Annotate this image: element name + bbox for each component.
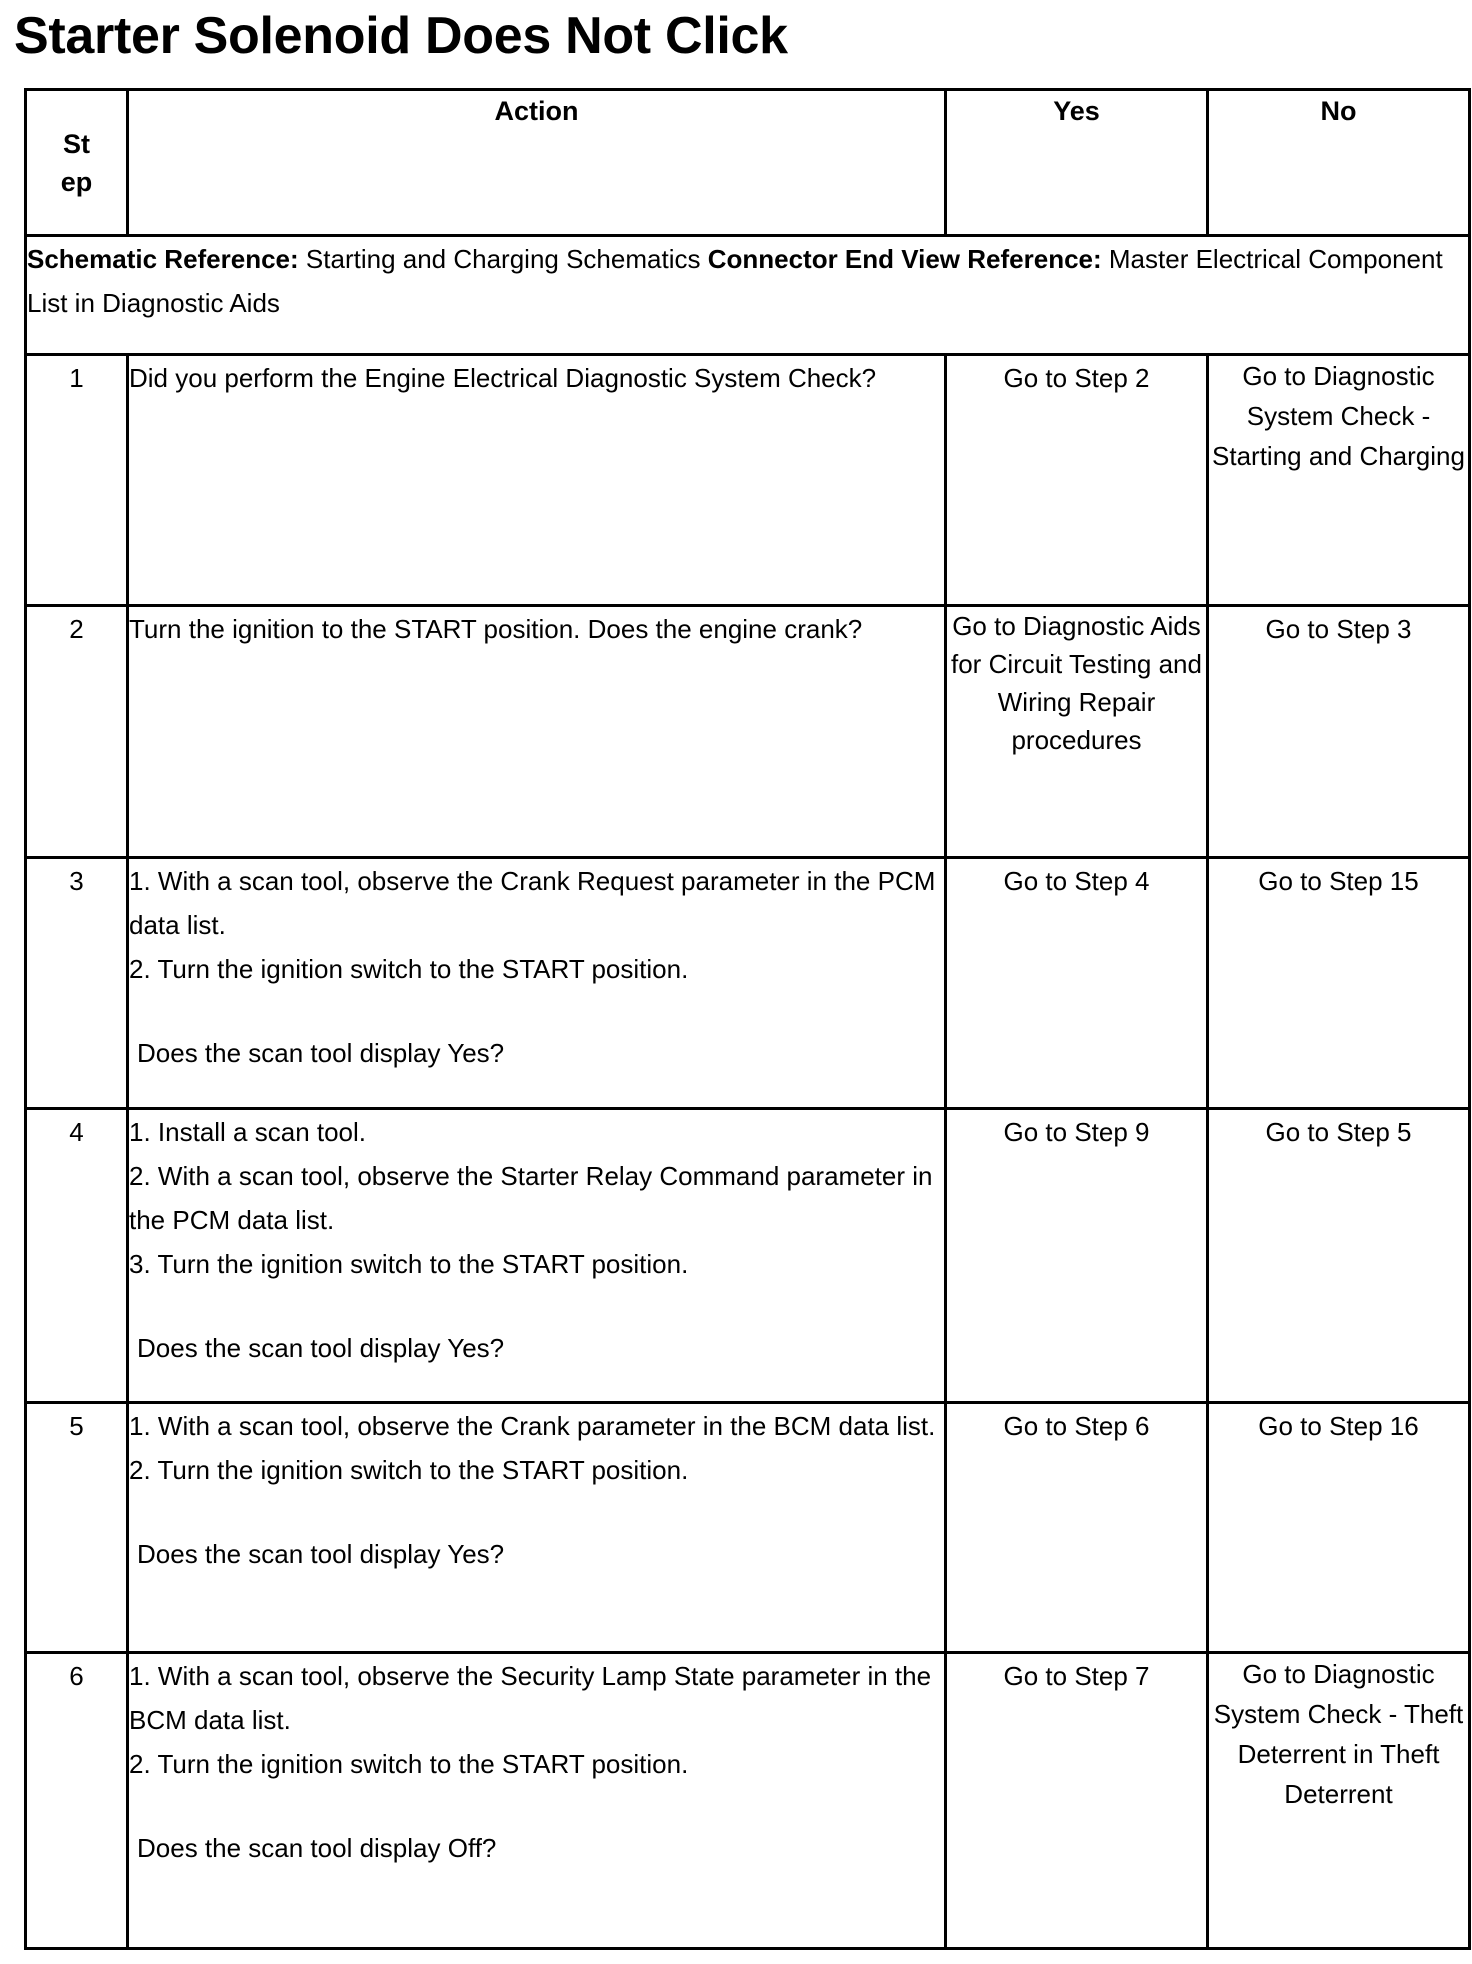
reference-cell bbox=[26, 236, 1470, 355]
step-number: 6 bbox=[26, 1653, 128, 1949]
action-line: 1. With a scan tool, observe the Crank parameter in the BCM data list. bbox=[129, 1411, 936, 1441]
action-line: 2. With a scan tool, observe the Starter Relay Command parameter in the PCM data list. bbox=[129, 1161, 933, 1235]
page-title: Starter Solenoid Does Not Click bbox=[14, 7, 788, 65]
action-line: 2. Turn the ignition switch to the START position. bbox=[129, 1455, 689, 1485]
action-line: 1. Install a scan tool. bbox=[129, 1117, 367, 1147]
action-cell bbox=[128, 355, 946, 606]
action-line: 2. Turn the ignition switch to the START position. bbox=[129, 1749, 689, 1779]
step-header-line1: St bbox=[63, 128, 90, 159]
yes-cell: Go to Step 6 bbox=[946, 1403, 1208, 1653]
action-cell bbox=[128, 1109, 946, 1403]
no-column-header: No bbox=[1208, 90, 1470, 236]
action-line: 1. With a scan tool, observe the Crank Request parameter in the PCM data list. bbox=[129, 866, 936, 940]
no-cell: Go to Diagnostic System Check - Theft Deterrent in Theft Deterrent bbox=[1208, 1653, 1470, 1949]
action-question: Does the scan tool display Yes? bbox=[137, 1038, 505, 1068]
step-number: 5 bbox=[26, 1403, 128, 1653]
yes-cell: Go to Step 2 bbox=[946, 355, 1208, 606]
connector-reference-label: Connector End View Reference: bbox=[707, 244, 1102, 274]
no-cell: Go to Step 5 bbox=[1208, 1109, 1470, 1403]
schematic-reference-label: Schematic Reference: bbox=[27, 244, 299, 274]
no-cell: Go to Step 16 bbox=[1208, 1403, 1470, 1653]
yes-cell: Go to Diagnostic Aids for Circuit Testing and Wiring Repair procedures bbox=[946, 606, 1208, 858]
step-number: 3 bbox=[26, 858, 128, 1109]
action-question: Does the scan tool display Yes? bbox=[137, 1333, 505, 1363]
table-row bbox=[26, 355, 1470, 606]
action-question: Does the scan tool display Yes? bbox=[137, 1539, 505, 1569]
yes-cell: Go to Step 9 bbox=[946, 1109, 1208, 1403]
action-cell bbox=[128, 858, 946, 1109]
connector-reference-value: Master Electrical Component List in Diagnostic Aids bbox=[27, 244, 1443, 318]
no-cell: Go to Diagnostic System Check - Starting and Charging bbox=[1208, 355, 1470, 606]
action-cell bbox=[128, 1653, 946, 1949]
action-line: 2. Turn the ignition switch to the START position. bbox=[129, 954, 689, 984]
action-column-header: Action bbox=[128, 90, 946, 236]
yes-cell: Go to Step 4 bbox=[946, 858, 1208, 1109]
table-row bbox=[26, 1653, 1470, 1949]
table-row bbox=[26, 1109, 1470, 1403]
no-cell: Go to Step 15 bbox=[1208, 858, 1470, 1109]
step-header-line2: ep bbox=[60, 166, 93, 197]
action-line: Did you perform the Engine Electrical Diagnostic System Check? bbox=[129, 363, 877, 393]
action-cell bbox=[128, 1403, 946, 1653]
step-column-header bbox=[26, 90, 128, 236]
table-row bbox=[26, 1403, 1470, 1653]
action-line: 3. Turn the ignition switch to the START position. bbox=[129, 1249, 689, 1279]
step-number: 1 bbox=[26, 355, 128, 606]
no-cell: Go to Step 3 bbox=[1208, 606, 1470, 858]
yes-cell: Go to Step 7 bbox=[946, 1653, 1208, 1949]
diagnostic-table bbox=[24, 88, 1471, 1950]
step-number: 4 bbox=[26, 1109, 128, 1403]
action-cell bbox=[128, 606, 946, 858]
step-number: 2 bbox=[26, 606, 128, 858]
yes-column-header: Yes bbox=[946, 90, 1208, 236]
table-row bbox=[26, 858, 1470, 1109]
table-header-row bbox=[26, 90, 1470, 236]
action-line: Turn the ignition to the START position. Does the engine crank? bbox=[129, 614, 863, 644]
table-row bbox=[26, 606, 1470, 858]
action-line: 1. With a scan tool, observe the Security Lamp State parameter in the BCM data list. bbox=[129, 1661, 932, 1735]
reference-row bbox=[26, 236, 1470, 355]
action-question: Does the scan tool display Off? bbox=[137, 1833, 497, 1863]
schematic-reference-value: Starting and Charging Schematics bbox=[305, 244, 701, 274]
